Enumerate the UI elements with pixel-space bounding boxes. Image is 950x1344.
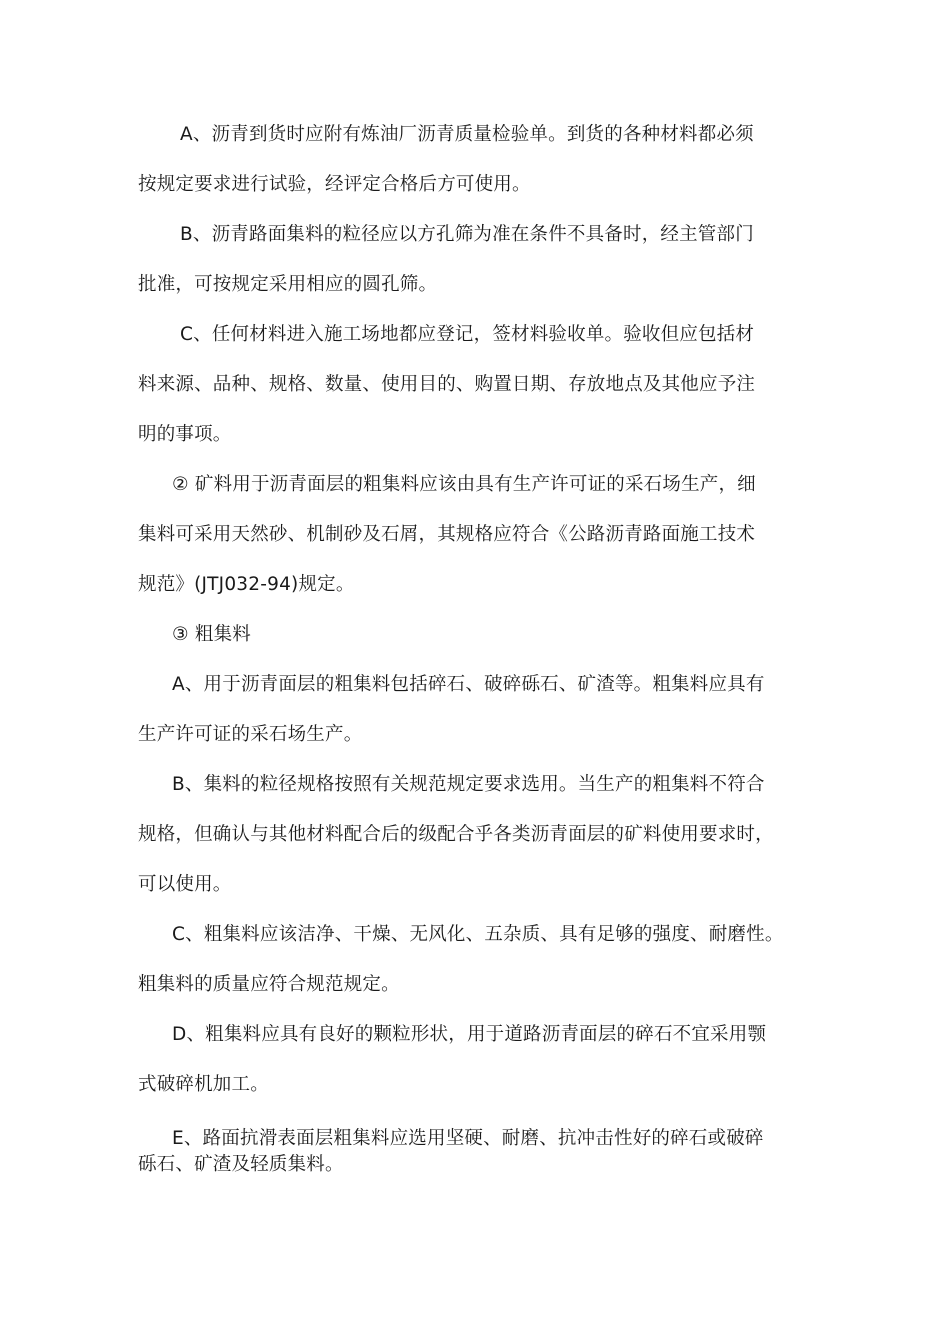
text-line-2: 按规定要求进行试验，经评定合格后方可使用。 [138, 174, 531, 195]
text-line-12: A、用于沥青面层的粗集料包括碎石、破碎砾石、矿渣等。粗集料应具有 [172, 674, 765, 695]
text-line-15: 规格，但确认与其他材料配合后的级配合乎各类沥青面层的矿料使用要求时， [138, 824, 774, 845]
text-line-5: C、任何材料进入施工场地都应登记，签材料验收单。验收但应包括材 [180, 324, 755, 345]
text-line-8: ② 矿料用于沥青面层的粗集料应该由具有生产许可证的采石场生产，细 [172, 474, 756, 495]
text-line-19: D、粗集料应具有良好的颗粒形状，用于道路沥青面层的碎石不宜采用颚 [172, 1024, 767, 1045]
text-line-9: 集料可采用天然砂、机制砂及石屑，其规格应符合《公路沥青路面施工技术 [138, 524, 756, 545]
text-line-1: A、沥青到货时应附有炼油厂沥青质量检验单。到货的各种材料都必须 [180, 124, 754, 145]
text-line-10: 规范》(JTJ032-94)规定。 [138, 574, 355, 595]
text-line-16: 可以使用。 [138, 874, 232, 895]
section-heading: ③ 粗集料 [172, 624, 251, 645]
text-line-7: 明的事项。 [138, 424, 232, 445]
text-line-6: 料来源、品种、规格、数量、使用目的、购置日期、存放地点及其他应予注 [138, 374, 756, 395]
text-line-4: 批准，可按规定采用相应的圆孔筛。 [138, 274, 438, 295]
text-line-21: E、路面抗滑表面层粗集料应选用坚硬、耐磨、抗冲击性好的碎石或破碎 [172, 1128, 764, 1149]
text-line-13: 生产许可证的采石场生产。 [138, 724, 363, 745]
text-line-22: 砾石、矿渣及轻质集料。 [138, 1154, 344, 1175]
text-line-18: 粗集料的质量应符合规范规定。 [138, 974, 400, 995]
text-line-20: 式破碎机加工。 [138, 1074, 269, 1095]
text-line-3: B、沥青路面集料的粒径应以方孔筛为准在条件不具备时，经主管部门 [180, 224, 754, 245]
text-line-17: C、粗集料应该洁净、干燥、无风化、五杂质、具有足够的强度、耐磨性。 [172, 924, 784, 945]
text-line-14: B、集料的粒径规格按照有关规范规定要求选用。当生产的粗集料不符合 [172, 774, 765, 795]
